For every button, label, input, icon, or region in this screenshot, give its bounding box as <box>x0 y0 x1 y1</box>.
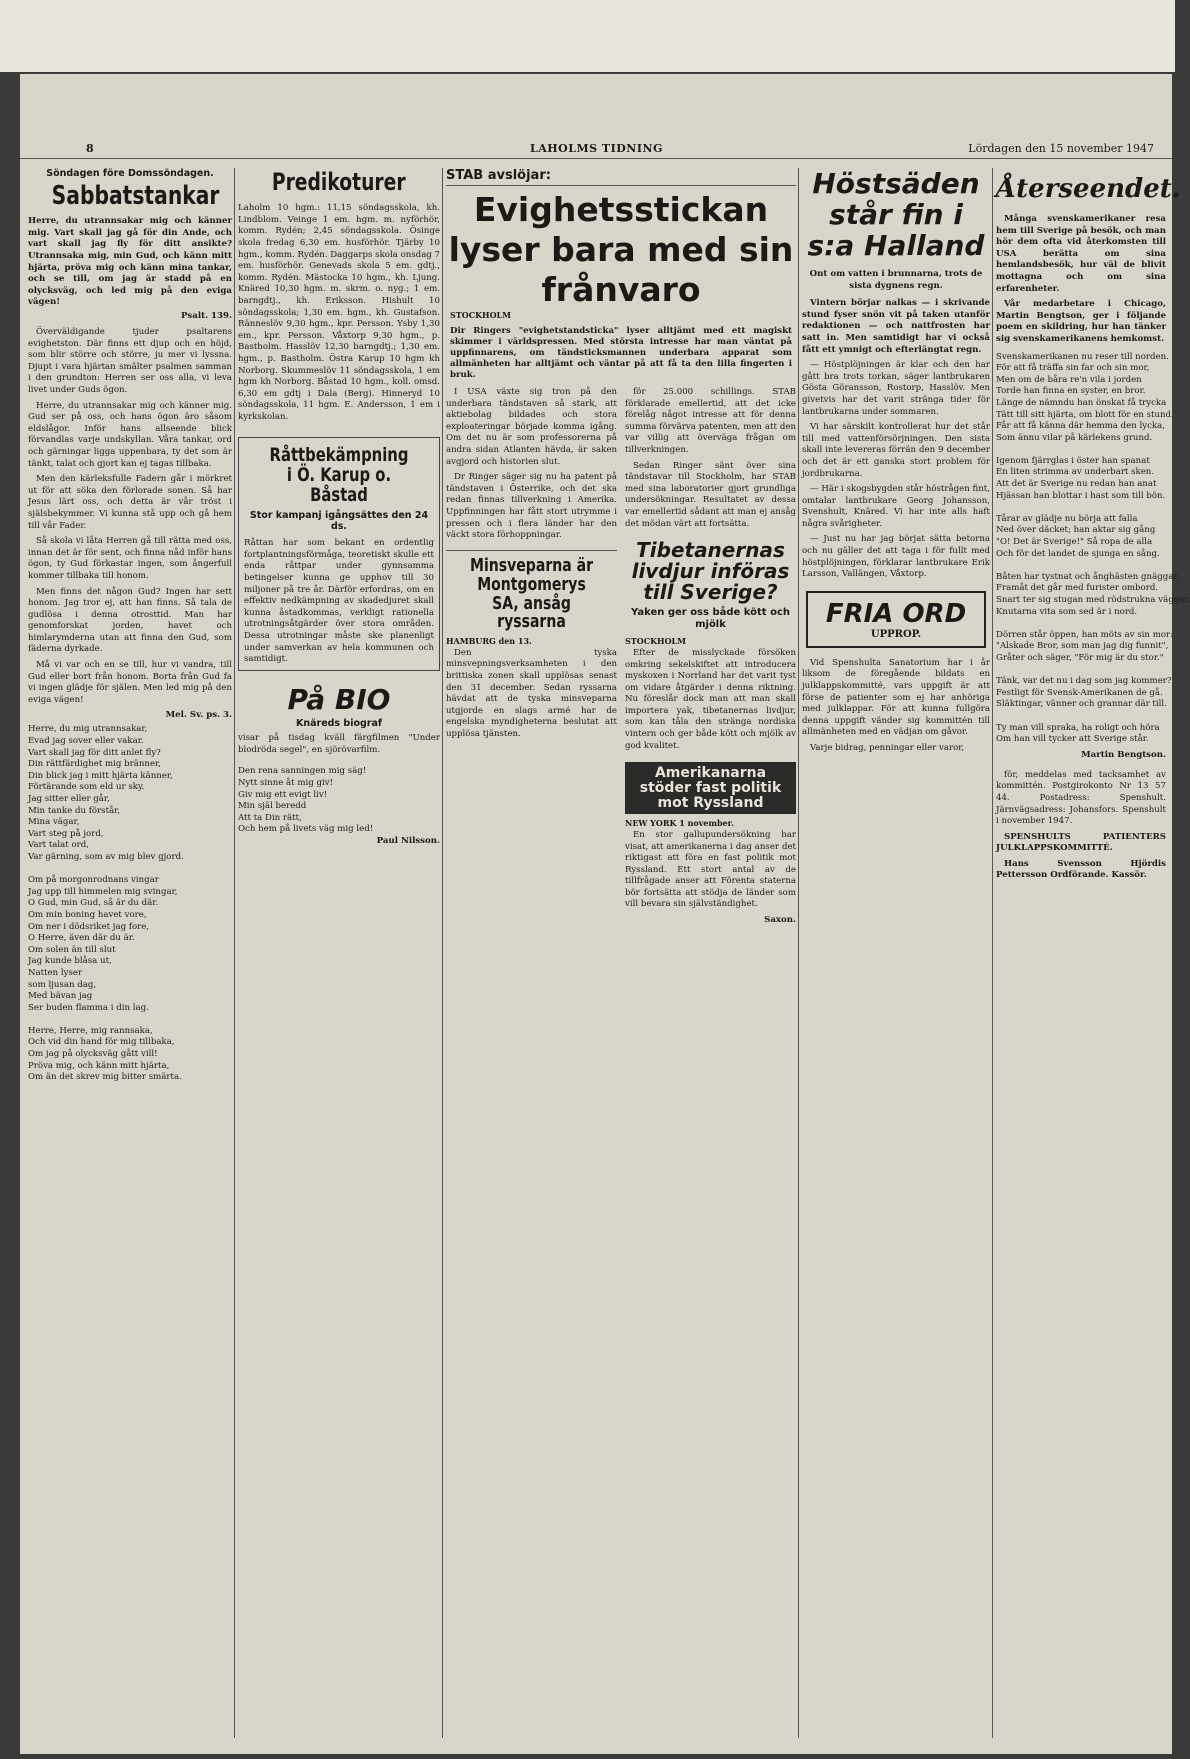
poem-line: För att få träffa sin far och sin mor, <box>996 363 1150 374</box>
paragraph: för, meddelas med tacksamhet av kommittén. Postgirokonto Nr 13 57 44. Postadress: Spenshult. Järnvägsadress: Johansfors. Spenshult i november 1947. <box>996 769 1166 827</box>
poem-line: Förtärande som eld ur sky. <box>28 782 145 793</box>
paragraph: Många svenskamerikaner resa hem till Sverige på besök, och man hör dem ofta vid återkomsten till USA berätta om sina hemlandsbesök, hur väl de blivit mottagna och om sina erfarenheter. <box>996 214 1166 294</box>
poem-line <box>996 618 1166 630</box>
poem-line: Och hem på livets väg mig led! <box>238 824 374 835</box>
paragraph: Så skola vi låta Herren gå till rätta med oss, innan det är för sent, och finna nåd inför hans ögon, ty Gud förkastar ingen, som ångerfull kommer tillbaka till honom. <box>28 536 232 581</box>
article-kicker: Söndagen före Domssöndagen. <box>46 168 214 179</box>
column-rule <box>992 168 993 1738</box>
poem-line: Om än det skrev mig bitter smärta. <box>28 1072 182 1083</box>
paragraph: Vid Spenshulta Sanatorium har i år liksom de föregående bildats en julklappskommitté, vars uppgift är att förse de patienter som ej har anhöriga med julklappar. För att kunna fullgöra denna uppgift vänder sig kommittén till allmänheten med en vädjan om gåvor. <box>802 657 990 738</box>
paragraph: Överväldigande tjuder psaltarens evighetston. Där finns ett djup och en höjd, som blir större och större, ju mer vi lyssna. Djupt i vara hjärtan smälter psalmen samman i den grundton: Herren ser oss alla, vi leva livet under Guds ögon. <box>28 327 232 396</box>
column-stab <box>446 168 796 1753</box>
paragraph: Dr Ringer säger sig nu ha patent på tändstaven i Österrike, och det ska redan finnas tillverkning i Amerika. Uppfinningen har fått stort utrymme i pressen och i flera länder har den väckt stora förhoppningar. <box>446 472 617 541</box>
article-intro: Herre, du utrannsakar mig och känner mig. Vart skall jag gå för din Ande, och vart skall jag fly för ditt ansikte? Utrannsaka mig, min Gud, och känn mitt hjärta, pröva mig och känn mina tankar, och se till, om jag är stadd på en olycksväg, och led mig på den eviga vägen! <box>28 216 232 308</box>
paragraph: Vi har särskilt kontrollerat hur det står till med vattenförsörjningen. Den sista skall inte levereras förrän den 9 december och det är ett ganska stort problem för jordbrukarna. <box>802 422 990 479</box>
poem-line: Och vid din hand för mig tillbaka, <box>28 1037 175 1048</box>
article-kicker: Yaken ger oss både kött och mjölk <box>631 607 790 630</box>
column-rule <box>442 168 443 1738</box>
paragraph: Herre, du utrannsakar mig och känner mig. Gud ser på oss, och hans ögon äro såsom eldslågor. Inför hans allseende blick förvandlas varje undskyllan. Våra tankar, ord och gärningar ligga uppenbara, ty det som är tänkt, talat och gjort kan ej tagas tillbaka. <box>28 400 232 469</box>
poem-line: Gråter och säger, "För mig är du stor." <box>996 652 1164 663</box>
article-body <box>802 298 990 581</box>
hymn-poem <box>28 724 232 1083</box>
fria-ord-box <box>806 591 986 648</box>
paragraph: Vintern börjar nalkas — i skrivande stund fyser snön vit på taken utanför redaktionen — och nattfrosten har satt in. Men samtidigt har vi också fått ett ymnigt och efterlängtat regn. <box>802 298 990 355</box>
poem-line: Var gärning, som av mig blev gjord. <box>28 851 184 862</box>
poem-line: Torde han finna en syster, en bror. <box>996 386 1146 397</box>
poem-line: Vart skall jag för ditt anlet fly? <box>28 747 161 758</box>
article-headline: Höstsäden står fin i s:a Halland <box>807 167 985 262</box>
article-headline: Råttbekämpning i Ö. Karup o. Båstad <box>269 444 409 507</box>
article-kicker: Knäreds biograf <box>295 718 383 730</box>
poem-line: Länge de nämndu han önskat få trycka <box>996 397 1167 408</box>
poem-line: Den rena sanningen mig säg! <box>238 766 367 777</box>
paragraph: — Här i skogsbygden står höstrågen fint, omtalar lantbrukare Georg Johansson, Svenshult, Knäred. Vi har inte alls haft några svårigheter. <box>802 484 990 529</box>
poem-line: Giv mig ett evigt liv! <box>238 789 328 800</box>
poem-line: Nytt sinne åt mig giv! <box>238 777 334 788</box>
poem-line: O Gud, min Gud, så är du där. <box>28 898 159 909</box>
poem-line: Att ta Din rätt, <box>238 812 302 823</box>
poem-line: Pröva mig, och känn mitt hjärta, <box>28 1060 170 1071</box>
paragraph: — Höstplöjningen är klar och den har gått bra trots torkan, säger lantbrukaren Gösta Göransson, Rostorp, Hasslöv. Men givetvis har det varit stränga tider för lantbrukarna under sommaren. <box>802 360 990 417</box>
hymn-reference: Mel. Sv. ps. 3. <box>165 710 232 721</box>
paragraph: Men finns det någon Gud? Ingen har sett honom. Jag tror ej, att han finns. Så tala de gudlösa i denna otrosttid. Man har genomforskat jorden, havet och himlarymderna utan att finna den Gud, som fäderna dyrkade. <box>28 586 232 655</box>
poem-line: Tårar av glädje nu börja att falla <box>996 513 1138 524</box>
poem-line: Knutarna vita som sed är i nord. <box>996 606 1138 617</box>
poem-line: Tätt till sitt hjärta, om blott för en stund. <box>996 409 1174 420</box>
poem-line: Om jag på olycksväg gått vill! <box>28 1049 158 1060</box>
dateline: STOCKHOLM <box>625 636 687 647</box>
poem-line: Får att få känna där hemma den lycka, <box>996 421 1165 432</box>
article-body-columns <box>446 387 796 927</box>
poem-line: Min själ beredd <box>238 801 307 812</box>
poem-line <box>996 502 1166 514</box>
signature: Saxon. <box>764 915 796 926</box>
poem-line: Ty man vill spraka, ha roligt och höra <box>996 722 1160 733</box>
poem-line: Din blick jag i mitt hjärta känner, <box>28 770 173 781</box>
paragraph: Men den kärleksfulle Fadern går i mörkret ut för att söka den förlorade sonen. Så har Jesus lärt oss, och detta är vår tröst i själsbekymmer. Vi kunna stå upp och gå hem till vår Fader. <box>28 474 232 531</box>
paragraph: I USA växte sig tron på den underbara tändstaven så stark, att aktiebolag bildades och stora exploateringar började komma igång. Om det nu är som professorerna på andra sidan Atlanten hävda, är saken avgjord och historien slut. <box>446 387 617 467</box>
article-body <box>28 327 232 706</box>
poem-line: "Alskade Bror, som man jag dig funnit", <box>996 641 1169 652</box>
paragraph: En stor gallupundersökning har visat, att amerikanerna i dag anser det riktigast att föra en fast politik mot Ryssland. Ett stort antal av de tillfrågade anser att Förenta staterna bör fortsätta att stödja de länder som vill bevara sin självständighet. <box>625 829 796 910</box>
poem-ending <box>238 766 440 836</box>
article-intro <box>996 214 1166 346</box>
newspaper-name: LAHOLMS TIDNING <box>530 142 663 155</box>
poem-line: Framåt det går med furister ombord. <box>996 583 1159 594</box>
poem-line <box>996 444 1166 456</box>
poem-line: Att det är Sverige nu redan han anat <box>996 479 1157 490</box>
rat-campaign-article <box>238 437 440 670</box>
column-rule <box>234 168 235 1738</box>
article-headline: Predikoturer <box>272 168 406 196</box>
poem-line: Om min boning havet vore, <box>28 909 147 920</box>
article-headline: Återseendet. <box>996 174 1181 204</box>
paragraph: Den tyska minsvepningsverksamheten i den brittiska zonen skall upplösas senast den 31 december. Sedan ryssarna hävdat att de tyska minsveparna utgjorde en slags armé har de engelska myndigheterna beslutat att upplösa tjänsten. <box>446 647 617 740</box>
paragraph: SPENSHULTS PATIENTERS JULKLAPPSKOMMITTÉ. <box>996 831 1166 854</box>
paragraph: Hans Svensson Hjördis Pettersson Ordförande. Kassör. <box>996 858 1166 881</box>
bio-article <box>238 682 440 757</box>
poem-line: Din rättfärdighet mig bränner, <box>28 759 161 770</box>
column-hostsaden <box>802 168 990 1753</box>
poem-line: Släktingar, vänner och grannar där till. <box>996 699 1167 710</box>
article-headline: Evighetsstickan lyser bara med sin frånvaro <box>448 190 794 309</box>
poem-line: Hjässan han blottar i hast som till bön. <box>996 490 1166 501</box>
column-rule <box>798 168 799 1738</box>
article-body: visar på tisdag kväll färgfilmen "Under blodröda segel", en sjörövarfilm. <box>238 733 440 755</box>
poem-line: Om solen än till slut <box>28 944 116 955</box>
poem-line: Jag kunde blåsa ut, <box>28 956 112 967</box>
dateline: STOCKHOLM <box>450 310 512 320</box>
paragraph: för 25.000 schillings. STAB förklarade emellertid, att det icke förelåg något intresse att för denna summa förvärva patenten, men att den var villig att överväga frågan om tillverkningen. <box>625 387 796 455</box>
poem-line: som ljusan dag, <box>28 979 97 990</box>
poem-line: Båten har tystnat och ånghästen gnäggar, <box>996 571 1180 582</box>
article-kicker: Stor kampanj igångsättes den 24 ds. <box>249 510 429 533</box>
column-sabbatstankar <box>28 168 232 1753</box>
poem-line: Snart ter sig stugan med rödstrukna väggar, <box>996 595 1190 605</box>
paragraph: Sedan Ringer sänt över sina tändstavar till Stockholm, har STAB med sina laboratorier gjort grundliga undersökningar. Resultatet av dessa var emellertid sådant att man ej ansåg det mödan värt att fortsätta. <box>625 460 796 529</box>
paragraph: Må vi var och en se till, hur vi vandra, till Gud eller bort från honom. Borta från Gud fa vi ingen glädje för själen. Men led mig på den eviga vägen! <box>28 660 232 705</box>
article-subcolumn <box>446 387 617 927</box>
page-number: 8 <box>86 142 94 155</box>
poem-line: Natten lyser <box>28 967 83 978</box>
poem-line: Vart talat ord, <box>28 840 89 851</box>
poem-line: Jag sitter eller går, <box>28 794 110 805</box>
issue-date: Lördagen den 15 november 1947 <box>968 142 1154 155</box>
poem-line: Tänk, var det nu i dag som jag kommer? <box>996 676 1172 687</box>
poem-line: Om på morgonrodnans vingar <box>28 875 159 886</box>
poem-line: Mina vägar, <box>28 817 80 828</box>
dateline: NEW YORK 1 november. <box>625 818 734 829</box>
paragraph: Varje bidrag, penningar eller varor, <box>810 743 965 753</box>
poem-line: Om han vill tycker att Sverige står. <box>996 734 1149 745</box>
paragraph: Efter de misslyckade försöken omkring sekelskiftet att introducera myskoxen i Norrland har det varit tyst om vidare åtgärder i denna riktning. Nu föreslår dock man att man skall importera yak, tibetanernas livdjur, som kan tåla den stränga nordiska vintern och ger både kött och mjölk av god kvalitet. <box>625 647 796 751</box>
poem-line: Ned över däcket; han aktar sig gång <box>996 525 1156 536</box>
poem <box>996 351 1190 746</box>
article-body: Laholm 10 hgm.: 11,15 söndagsskola, kh. Lindblom. Veinge 1 em. hgm. m. nyförhör, komm. Rydén; 2,45 söndagsskola. Ösinge skola fredag 6,30 em. husförhör. Tjärby 10 hgm., komm. Rydén. Daggarps skola onsdag 7 em. husförhör. Genevads skola 5 em. gdtj., komm. Rydén. Mästocka 10 hgm., kh. Ljung. Knäred 10,30 hgm. m. skrm. o. nyg.; 1 em. barngdtj., kh. Eriksson. Hishult 10 söndagsskola; 1,30 em. hgm., kh. Gustafson. Ränneslöv 9,30 hgm., kpr. Persson. Ysby 1,30 em., kpr. Persson. Våxtorp 9,30 hgm., p. Bastholm. Hasslöv 12,30 barngdtj.; 1,30 em. hgm., p. Bastholm. Östra Karup 10 hgm kh Norborg. Skummeslöv 11 söndagsskola, 1 em hgm kh Norborg. Båstad 10 hgm., koll. omsd. 6,30 em gdtj i Dala (Berg). Hinneryd 10 söndagsskola, 11 hgm. E. Andersson, 1 em i kyrkskolan. <box>238 203 441 422</box>
poem-line <box>28 864 232 876</box>
poem-line: Om ner i dödsriket jag fore, <box>28 921 150 932</box>
poem-line: Jag upp till himmelen mig svingar, <box>28 886 178 897</box>
article-lead: Ont om vatten i brunnarna, trots de sista dygnens regn. <box>809 269 983 291</box>
poem-line: Igenom fjärrglas i öster han spanat <box>996 455 1150 466</box>
paragraph: — Just nu har jag börjat sätta betorna och nu gäller det att taga i för fullt med höstplöjningen, förklarar lantbrukare Erik Larsson, Vallängen, Våxtorp. <box>802 534 990 580</box>
article-kicker: STAB avslöjar: <box>446 168 796 186</box>
poem-line <box>996 560 1166 572</box>
article-headline: Sabbatstankar <box>51 181 220 211</box>
article-headline-banner: Amerikanarna stöder fast politik mot Ryssland <box>625 762 796 814</box>
poem-line: Vart steg på jord, <box>28 828 104 839</box>
newspaper-page <box>20 74 1190 1754</box>
article-subcolumn <box>625 387 796 927</box>
poem-line: Festligt för Svensk-Amerikanen de gå. <box>996 687 1163 698</box>
article-body: Råttan har som bekant en ordentlig fortplantningsförmåga, teoretiskt skulle ett enda råttpar under gynnsamma betingelser kunna ge upphov till 30 miljoner på tre år. Därför erfordras, om en effektiv nedkämpning av skadedjuret skall kunna åstadkommas, verkligt rationella utrotningsåtgärder över stora områden. Dessa utrotningar måste ske planenligt under samverkan av hela kommunen och samtidigt. <box>244 538 434 665</box>
poem-line: O Herre, även där du är. <box>28 933 135 944</box>
section-subtitle: UPPROP. <box>870 628 922 640</box>
dateline: HAMBURG den 13. <box>446 636 532 647</box>
signature: Paul Nilsson. <box>376 835 440 846</box>
scanner-margin <box>0 0 1175 72</box>
poem-line <box>996 665 1166 677</box>
scripture-reference: Psalt. 139. <box>180 311 232 322</box>
poem-line: Ser buden flamma i din lag. <box>28 1002 149 1013</box>
poem-line: Dörren står öppen, han möts av sin mor: <box>996 629 1174 640</box>
poem-line <box>996 711 1166 723</box>
article-headline: Minsveparna är Montgomerys SA, ansåg ryssarna <box>469 554 594 633</box>
article-body <box>802 658 990 755</box>
poem-line: Som ännu vilar på kärlekens grund. <box>996 432 1153 443</box>
poem-line: Med bävan jag <box>28 991 93 1002</box>
poem-line: Evad jag sover eller vakar. <box>28 736 144 747</box>
signature: Martin Bengtson. <box>1081 749 1166 760</box>
article-headline: Tibetanernas livdjur införas till Sverige? <box>631 538 790 605</box>
poem-line: Svenskamerikanen nu reser till norden. <box>996 351 1169 362</box>
poem-line: Min tanke du förstår, <box>28 805 121 816</box>
paragraph: Vår medarbetare i Chicago, Martin Bengtson, ger i följande poem en skildring, hur han tänker sig svenskamerikanens hemkomst. <box>996 299 1166 344</box>
poem-line: "O! Det är Sverige!" Så ropa de alla <box>996 537 1153 548</box>
masthead <box>20 140 1172 159</box>
poem-line: Herre, Herre, mig rannsaka, <box>28 1025 153 1036</box>
column-aterseendet <box>996 168 1190 1753</box>
poem-line: En liten strimma av underbart sken. <box>996 467 1155 478</box>
article-lead: Dir Ringers "evighetstandsticka" lyser alltjämt med ett magiskt skimmer i världspressen. Med största intresse har man väntat på uppfinnarens, om tändsticksmannen underbara apparat som allmänheten har alltjämt och väntar på att få ta den lilla fingerten i bruk. <box>450 326 792 380</box>
poem-line <box>28 1014 232 1026</box>
poem-line: Herre, du mig utrannsakar, <box>28 724 148 735</box>
section-title: FRIA ORD <box>825 598 967 629</box>
article-body <box>996 770 1166 882</box>
poem-line: Och för det landet de sjunga en sång. <box>996 548 1160 559</box>
poem-line: Men om de båra re'n vila i jorden <box>996 374 1142 385</box>
article-headline: På BIO <box>287 682 391 716</box>
column-predikoturer <box>238 168 440 1753</box>
